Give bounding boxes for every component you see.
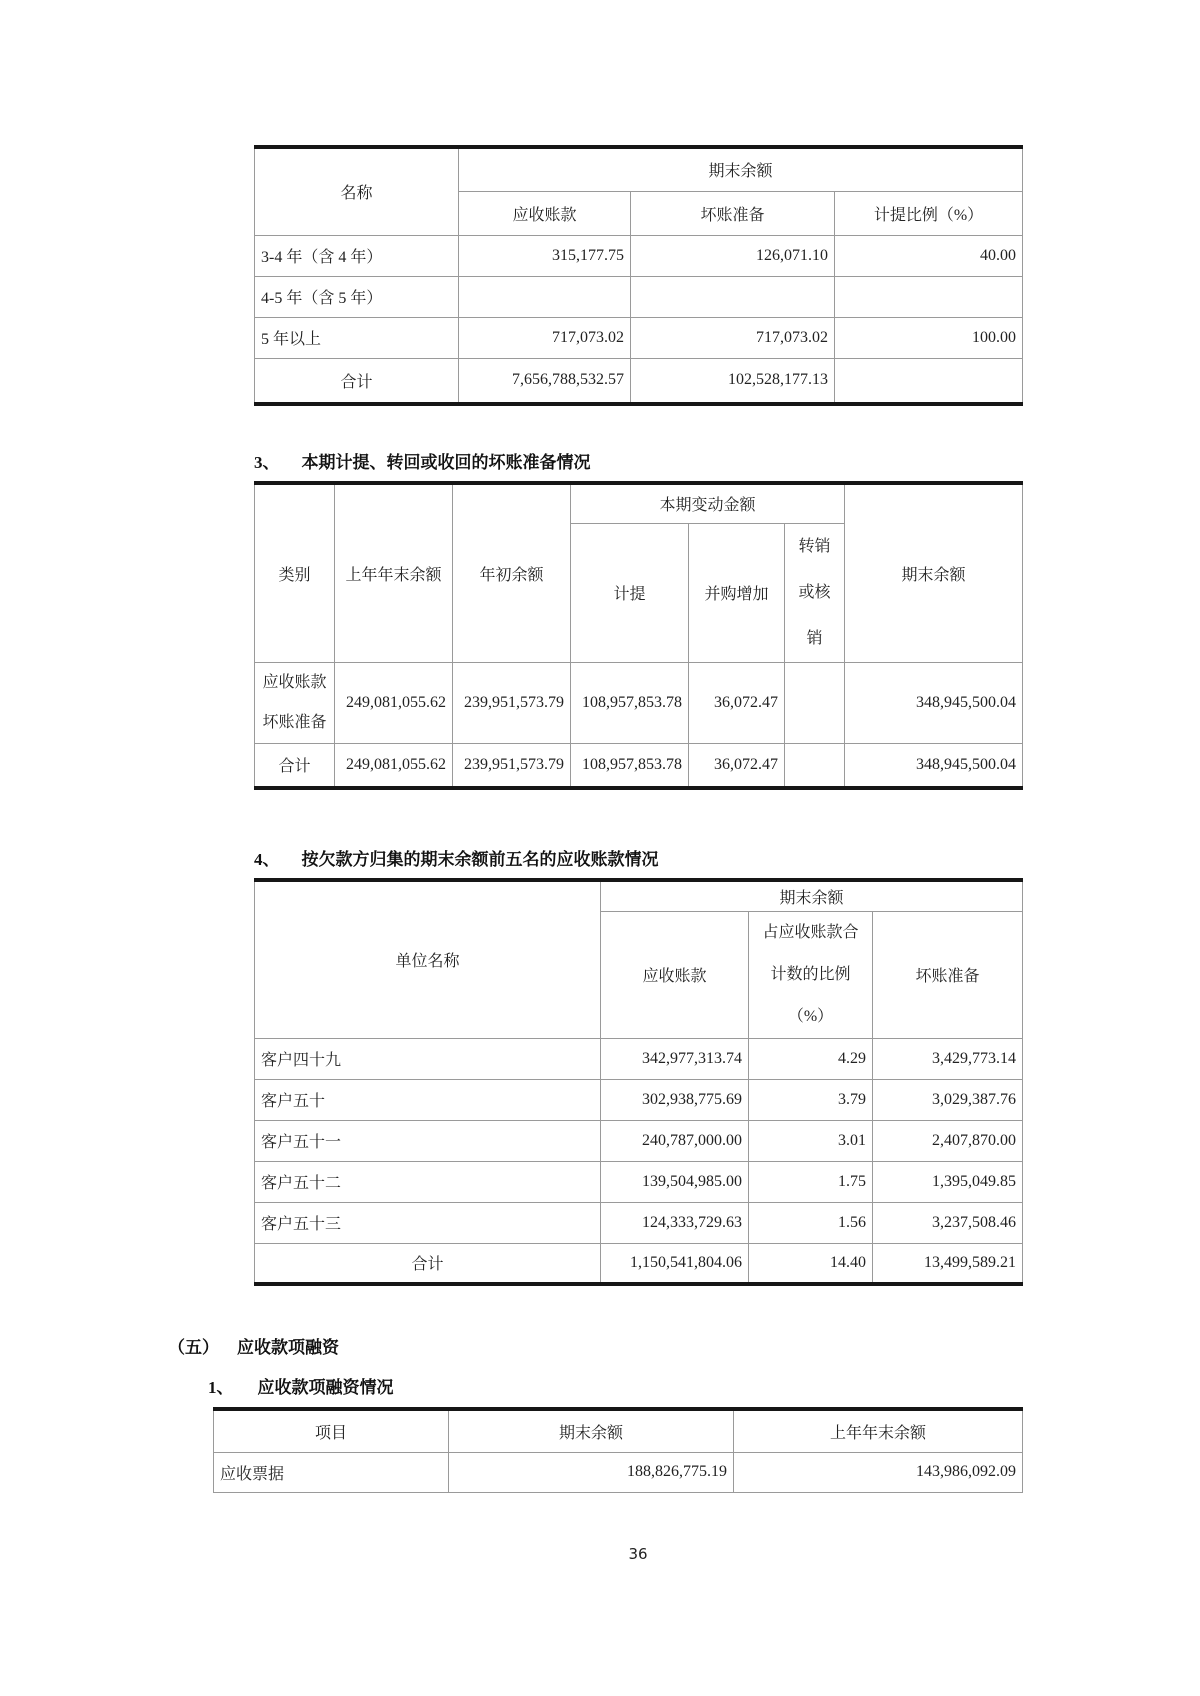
table-cell: 3.01 (749, 1120, 873, 1161)
table-cell (835, 358, 1023, 404)
table-cell: 1.75 (749, 1161, 873, 1202)
table-cell: 302,938,775.69 (601, 1079, 749, 1120)
column-header-category: 类别 (255, 483, 335, 662)
table-row (255, 1120, 1023, 1161)
column-header-accrual: 计提 (571, 523, 689, 662)
table-cell: 240,787,000.00 (601, 1120, 749, 1161)
table-header-row (255, 147, 1023, 191)
section5-heading (168, 1336, 1022, 1360)
column-header-period-end: 期末余额 (601, 880, 1023, 911)
column-header-period-end: 期末余额 (459, 147, 1023, 191)
table-total-row (255, 743, 1023, 788)
table-row (214, 1452, 1023, 1492)
table-cell: 348,945,500.04 (845, 743, 1023, 788)
table-row (255, 317, 1023, 358)
table-cell: 13,499,589.21 (873, 1243, 1023, 1284)
section3-heading (254, 451, 1022, 475)
column-header-prev-year-end: 上年年末余额 (335, 483, 453, 662)
label-line: 坏账准备 (262, 713, 327, 731)
table-cell: 100.00 (835, 317, 1023, 358)
table-row (255, 235, 1023, 276)
table-header-row (255, 483, 1023, 523)
table-cell: 5 年以上 (255, 317, 459, 358)
section-title: 应收款项融资 (237, 1338, 339, 1357)
column-header-name: 名称 (255, 147, 459, 235)
table-cell: 3,429,773.14 (873, 1038, 1023, 1079)
table-cell: 36,072.47 (689, 743, 785, 788)
table-cell: 客户五十一 (255, 1120, 601, 1161)
column-header-ratio (749, 911, 873, 1038)
aging-table (254, 145, 1023, 406)
table-cell: 249,081,055.62 (335, 743, 453, 788)
header-line: 计数的比例 (770, 965, 851, 983)
table-cell: 3,029,387.76 (873, 1079, 1023, 1120)
table-cell: 315,177.75 (459, 235, 631, 276)
header-line: 或核 (798, 583, 831, 601)
table-cell: 124,333,729.63 (601, 1202, 749, 1243)
column-header-period-end: 期末余额 (845, 483, 1023, 662)
column-header-ratio: 计提比例（%） (835, 191, 1023, 235)
header-line: 转销 (798, 537, 831, 555)
column-header-prev-year-end: 上年年末余额 (734, 1409, 1023, 1452)
column-header-current-change: 本期变动金额 (571, 483, 845, 523)
table-cell (631, 276, 835, 317)
label-line: 应收账款 (262, 673, 327, 691)
table-cell: 客户四十九 (255, 1038, 601, 1079)
section-title: 本期计提、转回或收回的坏账准备情况 (301, 453, 591, 472)
table-cell: 348,945,500.04 (845, 662, 1023, 743)
table-cell: 合计 (255, 743, 335, 788)
page-content (168, 145, 1022, 1563)
table-total-row (255, 1243, 1023, 1284)
table-total-row (255, 358, 1023, 404)
table-cell: 239,951,573.79 (453, 743, 571, 788)
table-cell: 143,986,092.09 (734, 1452, 1023, 1492)
table-cell: 239,951,573.79 (453, 662, 571, 743)
column-header-item: 项目 (214, 1409, 449, 1452)
page-number: 36 (628, 1544, 648, 1563)
table-cell: 客户五十三 (255, 1202, 601, 1243)
table-cell: 2,407,870.00 (873, 1120, 1023, 1161)
table-row (255, 1161, 1023, 1202)
table-header-row (214, 1409, 1023, 1452)
table-cell: 108,957,853.78 (571, 743, 689, 788)
table-cell: 717,073.02 (631, 317, 835, 358)
table-cell (835, 276, 1023, 317)
table-cell: 342,977,313.74 (601, 1038, 749, 1079)
table-row (255, 662, 1023, 743)
table-cell (785, 743, 845, 788)
table-cell: 3.79 (749, 1079, 873, 1120)
table-cell (255, 662, 335, 743)
top-customers-table (254, 878, 1023, 1286)
provision-table (254, 481, 1023, 790)
table-cell: 126,071.10 (631, 235, 835, 276)
header-line: （%） (787, 1007, 834, 1025)
table-cell: 1,395,049.85 (873, 1161, 1023, 1202)
table-cell: 4.29 (749, 1038, 873, 1079)
table-cell: 108,957,853.78 (571, 662, 689, 743)
section4-heading (254, 848, 1022, 872)
table-row (255, 1202, 1023, 1243)
table-row (255, 276, 1023, 317)
table-header-row (255, 880, 1023, 911)
table-row (255, 1038, 1023, 1079)
table-cell: 249,081,055.62 (335, 662, 453, 743)
section-number: 1、 (208, 1378, 234, 1397)
section-title: 按欠款方归集的期末余额前五名的应收账款情况 (301, 850, 659, 869)
column-header-customer-name: 单位名称 (255, 880, 601, 1038)
column-header-receivable: 应收账款 (601, 911, 749, 1038)
table-cell: 3-4 年（含 4 年） (255, 235, 459, 276)
receivables-financing-table (213, 1407, 1023, 1493)
table-cell: 客户五十二 (255, 1161, 601, 1202)
column-header-period-end: 期末余额 (449, 1409, 734, 1452)
table-cell: 40.00 (835, 235, 1023, 276)
table-cell: 7,656,788,532.57 (459, 358, 631, 404)
column-header-bad-debt: 坏账准备 (631, 191, 835, 235)
table-cell: 1.56 (749, 1202, 873, 1243)
column-header-bad-debt: 坏账准备 (873, 911, 1023, 1038)
table-cell: 客户五十 (255, 1079, 601, 1120)
table-cell: 139,504,985.00 (601, 1161, 749, 1202)
table-row (255, 1079, 1023, 1120)
table-cell: 4-5 年（含 5 年） (255, 276, 459, 317)
header-line: 占应收账款合 (762, 923, 859, 941)
table-cell: 102,528,177.13 (631, 358, 835, 404)
column-header-year-begin: 年初余额 (453, 483, 571, 662)
section-number: （五） (168, 1338, 219, 1357)
table-cell: 1,150,541,804.06 (601, 1243, 749, 1284)
table-cell: 合计 (255, 1243, 601, 1284)
table-cell: 合计 (255, 358, 459, 404)
table-cell: 应收票据 (214, 1452, 449, 1492)
table-cell: 717,073.02 (459, 317, 631, 358)
section-title: 应收款项融资情况 (257, 1378, 394, 1397)
table-cell: 36,072.47 (689, 662, 785, 743)
table-cell (459, 276, 631, 317)
column-header-acquisition-increase: 并购增加 (689, 523, 785, 662)
section-number: 3、 (254, 453, 280, 472)
section-number: 4、 (254, 850, 280, 869)
table-cell: 14.40 (749, 1243, 873, 1284)
header-line: 销 (806, 629, 823, 647)
table-cell: 3,237,508.46 (873, 1202, 1023, 1243)
table-cell: 188,826,775.19 (449, 1452, 734, 1492)
column-header-writeoff (785, 523, 845, 662)
column-header-receivable: 应收账款 (459, 191, 631, 235)
section5-1-heading (208, 1376, 1022, 1400)
table-cell (785, 662, 845, 743)
